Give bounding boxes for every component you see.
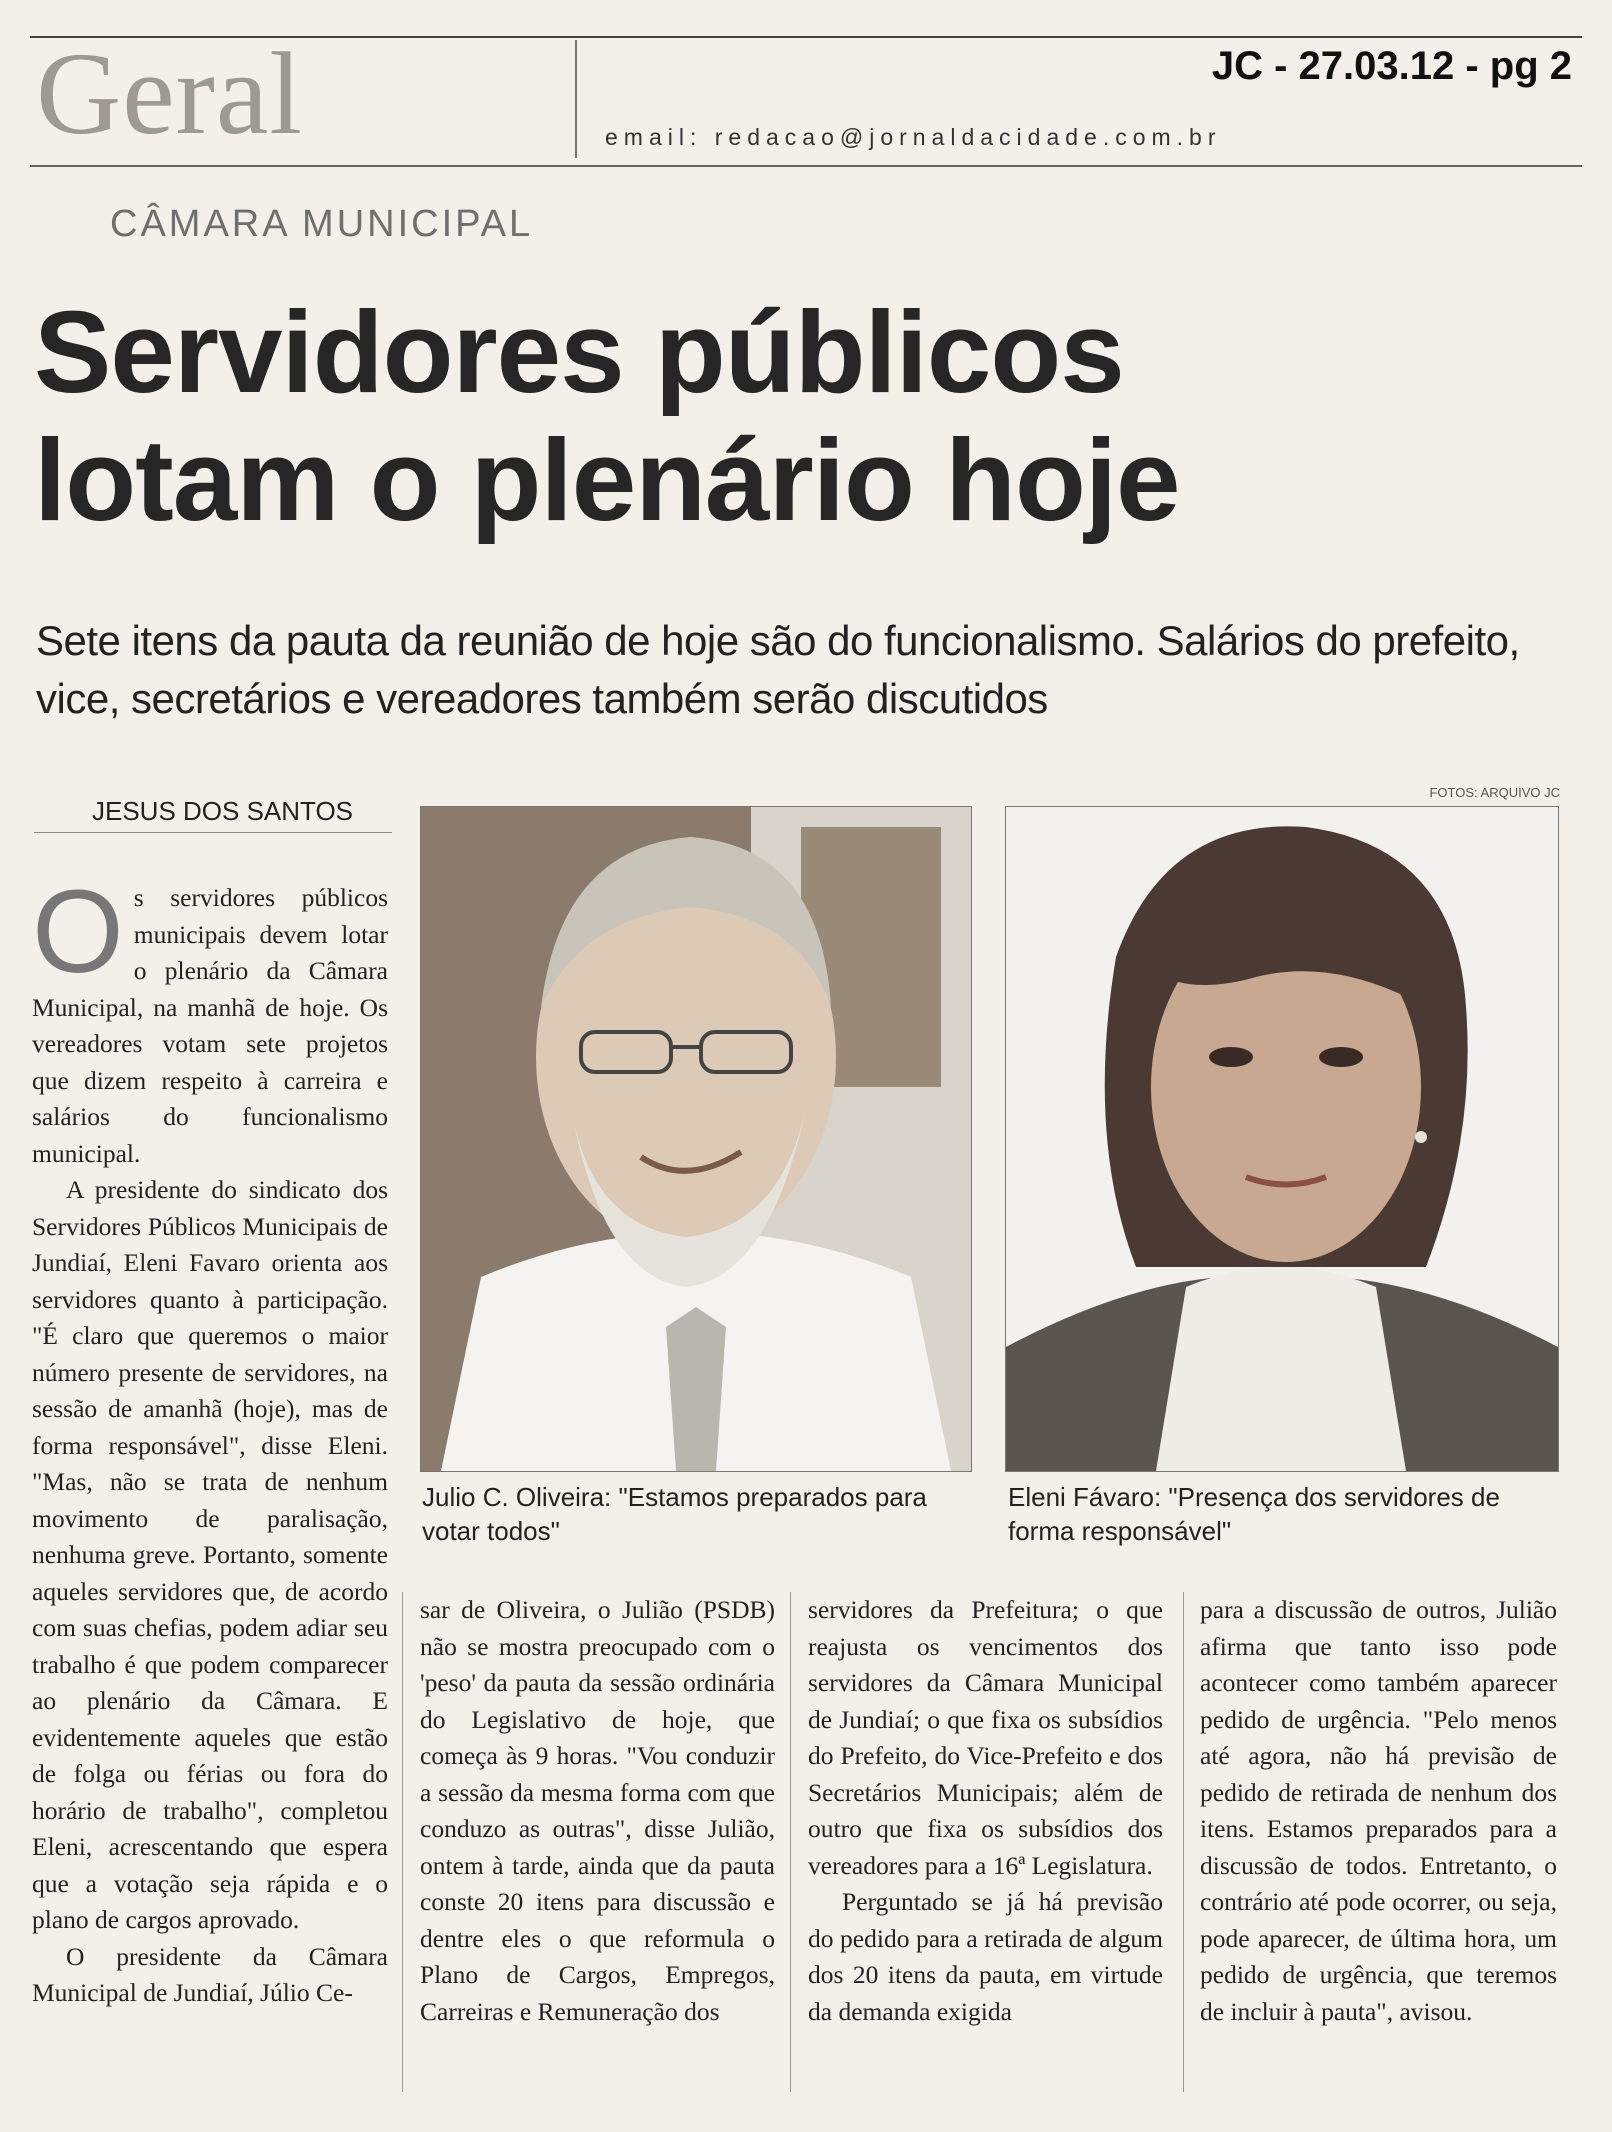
paragraph: sar de Oliveira, o Julião (PSDB) não se mostra preocupado com o 'peso' da pauta da sessão ordinária do Legislativo de hoje, que começa às 9 horas. "Vou conduzir a sessão da mesma forma com que conduzo as outras", disse Julião, ontem à tarde, ainda que da pauta conste 20 itens para discussão e dentre eles o que reformula o Plano de Cargos, Empregos, Carreiras e Remuneração dos bbox=[420, 1595, 775, 2026]
headline bbox=[34, 288, 1554, 544]
paragraph-text: s servidores públicos municipais devem lotar o plenário da Câmara Municipal, na manhã de hoje. Os vereadores votam sete projetos que dizem respeito à carreira e salários do funcionalismo municipal. bbox=[32, 883, 388, 1168]
photo-caption-2: Eleni Fávaro: "Presença dos servidores de forma responsável" bbox=[1008, 1482, 1500, 1546]
article-column-2 bbox=[420, 1592, 775, 2030]
kicker: CÂMARA MUNICIPAL bbox=[110, 203, 534, 245]
article-column-3 bbox=[808, 1592, 1163, 2030]
dropcap: O bbox=[32, 866, 124, 998]
paragraph: Perguntado se já há previsão do pedido para a retirada de algum dos 20 itens da pauta, em virtude da demanda exigida bbox=[808, 1887, 1163, 2026]
email-line: email: redacao@jornaldacidade.com.br bbox=[605, 124, 1222, 150]
paragraph: servidores da Prefeitura; o que reajusta os vencimentos dos servidores da Câmara Municipal de Jundiaí; o que fixa os subsídios do Prefeito, do Vice-Prefeito e dos Secretários Municipais; além de outro que fixa os subsídios dos vereadores para a 16ª Legislatura. bbox=[808, 1595, 1163, 1880]
page-reference: JC - 27.03.12 - pg 2 bbox=[1211, 44, 1572, 88]
paragraph: para a discussão de outros, Julião afirma que tanto isso pode acontecer como também aparecer pedido de urgência. "Pelo menos até agora, não há previsão de pedido de retirada de nenhum dos itens. Estamos preparados para a discussão de todos. Entretanto, o contrário até pode ocorrer, ou seja, pode aparecer, de última hora, um pedido de urgência, que teremos de incluir à pauta", avisou. bbox=[1200, 1595, 1557, 2026]
headline-line-1: Servidores públicos bbox=[34, 287, 1124, 417]
paragraph: O presidente da Câmara Municipal de Jundiaí, Júlio Ce- bbox=[32, 1941, 388, 2007]
portrait-woman-illustration bbox=[1006, 807, 1558, 1471]
photo-julio-oliveira bbox=[420, 806, 972, 1472]
byline: JESUS DOS SANTOS bbox=[92, 796, 354, 826]
photo-credit: FOTOS: ARQUIVO JC bbox=[1429, 785, 1560, 800]
byline-rule bbox=[34, 832, 392, 833]
article-column-4 bbox=[1200, 1592, 1557, 2030]
section-rule bbox=[30, 165, 1582, 167]
photo-eleni-favaro bbox=[1005, 806, 1559, 1472]
column-rule bbox=[1183, 1592, 1184, 2092]
paragraph: A presidente do sindicato dos Servidores Públicos Municipais de Jundiaí, Eleni Favaro orienta aos servidores quanto à participação. "É claro que queremos o maior número presente de servidores, na sessão de amanhã (hoje), mas de forma responsável", disse Eleni. "Mas, não se trata de nenhum movimento de paralisação, nenhuma greve. Portanto, somente aqueles servidores que, de acordo com suas chefias, podem adiar seu trabalho é que podem comparecer ao plenário da Câmara. E evidentemente aqueles que estão de folga ou férias ou fora do horário de trabalho", completou Eleni, acrescentando que espera que a votação seja rápida e o plano de cargos aprovado. bbox=[32, 1175, 388, 1934]
paragraph bbox=[32, 866, 388, 1172]
photo-caption-1: Julio C. Oliveira: "Estamos preparados para votar todos" bbox=[422, 1482, 927, 1546]
deck: Sete itens da pauta da reunião de hoje são do funcionalismo. Salários do prefeito, vice, secretários e vereadores também serão discutidos bbox=[36, 617, 1520, 722]
article-column-1 bbox=[32, 866, 388, 2012]
section-title: Geral bbox=[36, 28, 304, 159]
headline-line-2: lotam o plenário hoje bbox=[34, 415, 1180, 545]
column-rule bbox=[402, 1592, 403, 2092]
header-divider bbox=[575, 40, 577, 158]
portrait-man-illustration bbox=[421, 807, 971, 1471]
column-rule bbox=[790, 1592, 791, 2092]
